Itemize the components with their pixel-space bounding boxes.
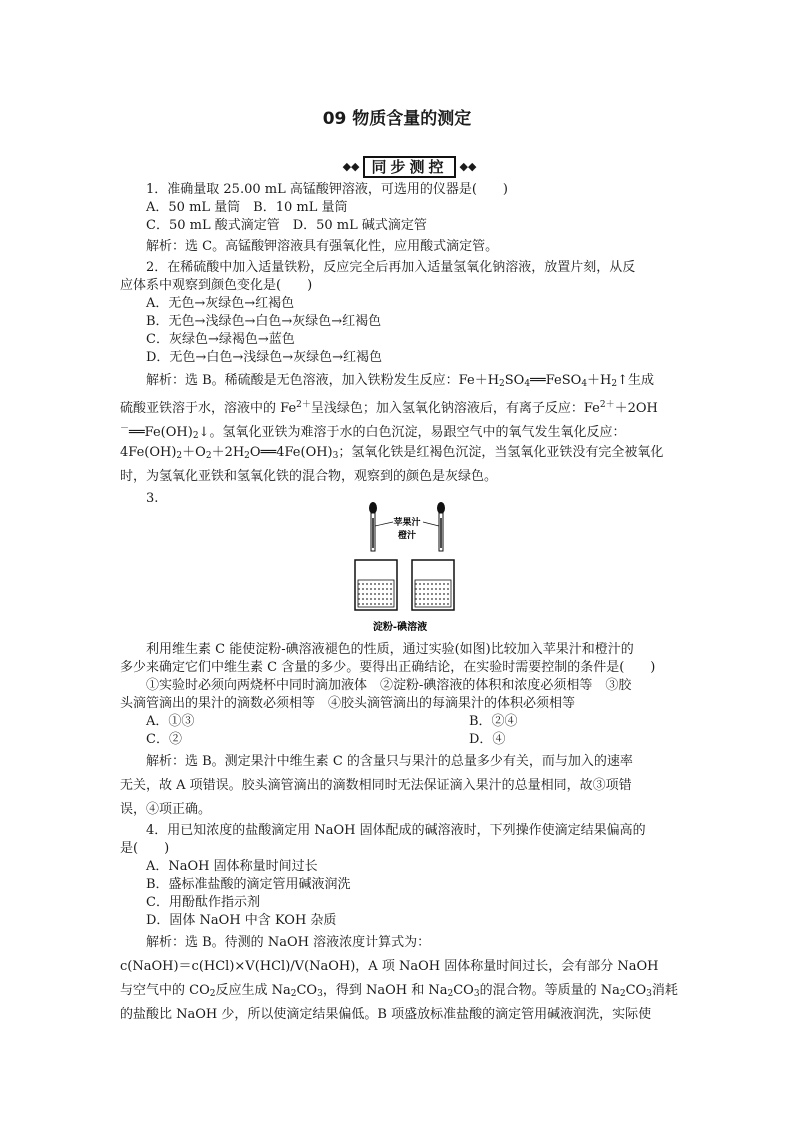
right-beaker-icon xyxy=(412,560,454,610)
left-dropper-icon xyxy=(369,502,377,551)
q2-option-a: A．无色→灰绿色→红褐色 xyxy=(146,296,295,311)
banner-left-ornament: ◆◆ xyxy=(342,160,360,173)
q4-analysis-line4: 的盐酸比 NaOH 少，所以使滴定结果偏低。B 项盛放标准盐酸的滴定管用碱液润洗，实际使 xyxy=(120,1007,652,1022)
q3-stem-line2: 多少来确定它们中维生素 C 含量的多少。要得出正确结论，在实验时需要控制的条件是( ) xyxy=(120,660,656,675)
q1-stem: 1．准确量取 25.00 mL 高锰酸钾溶液，可选用的仪器是( ) xyxy=(146,182,508,197)
q1-options-ab: A．50 mL 量筒 B．10 mL 量筒 xyxy=(146,200,348,215)
beaker-diagram xyxy=(345,500,455,635)
q4-option-b: B．盛标准盐酸的滴定管用碱液润洗 xyxy=(146,877,351,892)
q3-number: 3. xyxy=(146,491,159,506)
q2-stem-line1: 2．在稀硫酸中加入适量铁粉，反应完全后再加入适量氢氧化钠溶液，放置片刻，从反 xyxy=(146,260,636,275)
q3-option-a: A．①③ xyxy=(146,714,195,729)
q2-option-c: C．灰绿色→绿褐色→蓝色 xyxy=(146,332,295,347)
q4-stem-line2: 是( ) xyxy=(120,841,170,856)
q3-conditions-line2: 头滴管滴出的果汁的滴数必须相等 ④胶头滴管滴出的每滴果汁的体积必须相等 xyxy=(120,696,576,711)
q1-options-cd: C．50 mL 酸式滴定管 D．50 mL 碱式滴定管 xyxy=(146,218,427,233)
q4-stem-line1: 4．用已知浓度的盐酸滴定用 NaOH 固体配成的碱溶液时，下列操作使滴定结果偏高的 xyxy=(146,823,646,838)
q4-analysis-line2: c(NaOH)＝c(HCl)×V(HCl)/V(NaOH)，A 项 NaOH 固体称量时间过长，会有部分 NaOH xyxy=(120,959,659,974)
apple-juice-label: 苹果汁 xyxy=(393,518,421,528)
q2-analysis-line2: 硫酸亚铁溶于水，溶液中的 $Fe^{2+}$呈浅绿色；加入氢氧化钠溶液后，有离子反应：$Fe^{2+}+2OH$ xyxy=(120,400,658,416)
q3-option-c: C．② xyxy=(146,732,182,747)
q4-option-c: C．用酚酞作指示剂 xyxy=(146,895,260,910)
right-dropper-icon xyxy=(437,502,445,551)
q2-option-d: D．无色→白色→浅绿色→灰绿色→红褐色 xyxy=(146,350,382,365)
q2-analysis-line4: $4Fe(OH)_2+O_2+2H_2O══4Fe(OH)_3$；氢氧化铁是红褐色沉淀，当氢氧化亚铁没有完全被氧化 xyxy=(120,445,664,461)
figure-caption: 淀粉-碘溶液 xyxy=(372,622,428,633)
q2-option-b: B．无色→浅绿色→白色→灰绿色→红褐色 xyxy=(146,314,382,329)
q3-analysis-line3: 误，④项正确。 xyxy=(120,802,212,817)
q1-analysis: 解析：选 C。高锰酸钾溶液具有强氧化性，应用酸式滴定管。 xyxy=(146,239,499,254)
q4-analysis-line1: 解析：选 B。待测的 NaOH 溶液浓度计算式为： xyxy=(146,935,431,950)
section-banner xyxy=(322,156,497,178)
q4-analysis-line3: 与空气中的 $CO_2$反应生成 $Na_2CO_3$，得到 NaOH 和 $Na_2CO_3$的混合物。等质量的 $Na_2CO_3$消耗 xyxy=(120,983,678,999)
q2-analysis-line1: 解析：选 B。稀硫酸是无色溶液，加入铁粉发生反应：$Fe+H_2SO_4══FeSO_4+H_2↑$生成 xyxy=(146,373,655,389)
q3-stem-line1: 利用维生素 C 能使淀粉-碘溶液褪色的性质，通过实验(如图)比较加入苹果汁和橙汁的 xyxy=(146,642,634,657)
q2-analysis-line3: $^-══Fe(OH)_2↓$。氢氧化亚铁为难溶于水的白色沉淀，易跟空气中的氧气发生氧化反应： xyxy=(120,424,626,441)
q4-option-a: A．NaOH 固体称量时间过长 xyxy=(146,859,318,874)
q3-analysis-line1: 解析：选 B。测定果汁中维生素 C 的含量只与果汁的总量多少有关，而与加入的速率 xyxy=(146,754,633,769)
q3-conditions-line1: ①实验时必须向两烧杯中同时滴加液体 ②淀粉-碘溶液的体积和浓度必须相等 ③胶 xyxy=(146,678,632,693)
q3-analysis-line2: 无关，故 A 项错误。胶头滴管滴出的滴数相同时无法保证滴入果汁的总量相同，故③项错 xyxy=(120,778,632,793)
q2-stem-line2: 应体系中观察到颜色变化是( ) xyxy=(120,278,313,293)
left-beaker-icon xyxy=(355,560,397,610)
q2-analysis-line5: 时，为氢氧化亚铁和氢氧化铁的混合物，观察到的颜色是灰绿色。 xyxy=(120,469,498,484)
q4-option-d: D．固体 NaOH 中含 KOH 杂质 xyxy=(146,913,337,928)
banner-text: 同步测控 xyxy=(363,156,455,178)
q3-option-d: D．④ xyxy=(469,732,506,747)
q3-option-b: B．②④ xyxy=(469,714,518,729)
banner-right-ornament: ◆◆ xyxy=(459,160,477,173)
page-title: 09 物质含量的测定 xyxy=(322,109,472,129)
orange-juice-label: 橙汁 xyxy=(397,531,417,541)
beaker-figure xyxy=(345,500,455,635)
